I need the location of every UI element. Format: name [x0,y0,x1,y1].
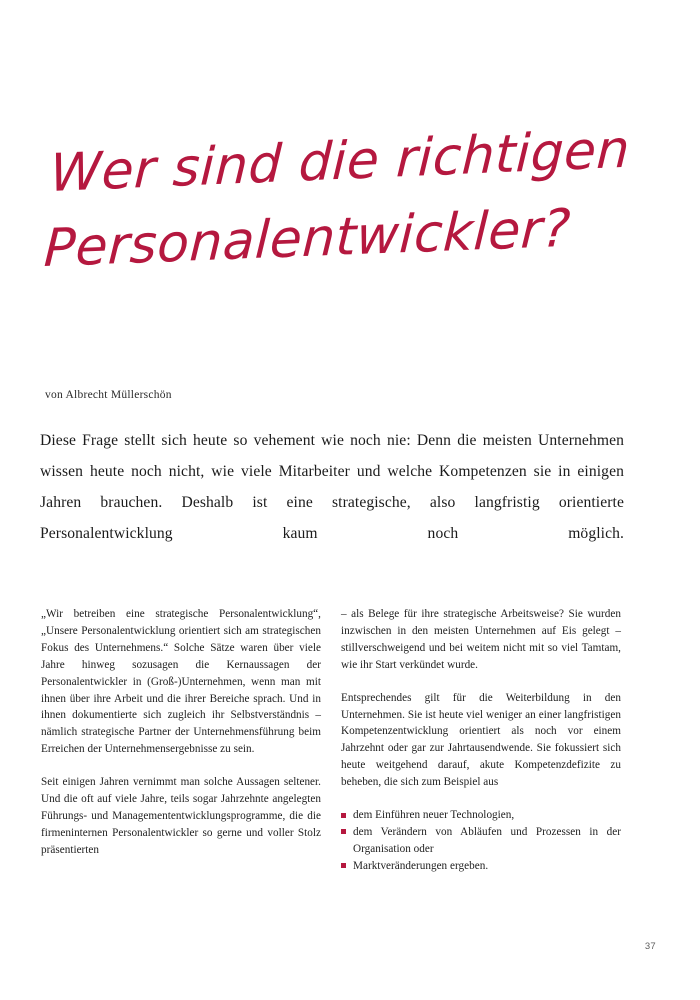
column-right [341,606,621,896]
lead-paragraph: Diese Frage stellt sich heute so vehement wie noch nie: Denn die meisten Unternehmen wissen heute noch nicht, wie viele Mitarbeiter und welche Kompetenzen sie in einigen Jahren brauchen. Deshalb ist eine strategische, also langfristig orientierte Personalentwicklung kaum noch möglich. [40,432,624,542]
page-title-line-2: Personalentwickler? [42,198,573,280]
square-bullet-icon [341,813,346,818]
list-item-label: dem Einführen neuer Technologien, [353,809,515,822]
paragraph: Seit einigen Jahren vernimmt man solche Aussagen seltener. Und die oft auf viele Jahre, teils sogar Jahrzehnte angelegten Führungs- und Managemententwicklungsprogramme, die die firmeninternen Personalentwickler so gerne und voller Stolz präsentierten [41,776,321,856]
square-bullet-icon [341,829,346,834]
list-item-label: dem Verändern von Abläufen und Prozessen in der Organisation oder [353,825,621,855]
bullet-list [341,807,621,875]
page-number: 37 [644,941,656,952]
author-byline: von Albrecht Müllerschön [45,389,172,401]
column-left [41,606,321,896]
paragraph: – als Belege für ihre strategische Arbeitsweise? Sie wurden inzwischen in den meisten Unternehmen auf Eis gelegt – stillverschweigend und bei weitem nicht mit so viel Tamtam, wie ihr Start verkündet wurde. [341,608,621,671]
square-bullet-icon [341,863,346,868]
paragraph: Entsprechendes gilt für die Weiterbildung in den Unternehmen. Sie ist heute viel weniger an einer langfristigen Kompetenzentwicklung orientiert als noch vor einem Jahrzehnt oder gar zur Jahrtausendwende. Sie fokussiert sich heute weitgehend darauf, akute Kompetenzdefizite zu beheben, die sich zum Beispiel aus [341,691,621,789]
list-item [341,824,621,858]
list-item [341,807,621,824]
list-item [341,858,621,875]
page-title-line-1: Wer sind die richtigen [48,119,632,205]
body-columns [41,606,622,896]
page-title [42,119,644,280]
paragraph: „Wir betreiben eine strategische Personalentwicklung“, „Unsere Personalentwicklung orientiert sich am strategischen Fokus des Unternehmens.“ Solche Sätze waren über viele Jahre hinweg sozusagen die Kernaussagen der Personalentwickler in (Groß-)Unternehmen, wenn man mit ihnen über ihre Arbeit und die ihrer Bereiche sprach. Und in ihnen dokumentierte sich zugleich ihr Selbstverständnis – nämlich strategische Partner der Unternehmensführung beim Erreichen der Unternehmensergebnisse zu sein. [41,608,321,756]
list-item-label: Marktveränderungen ergeben. [353,859,489,872]
